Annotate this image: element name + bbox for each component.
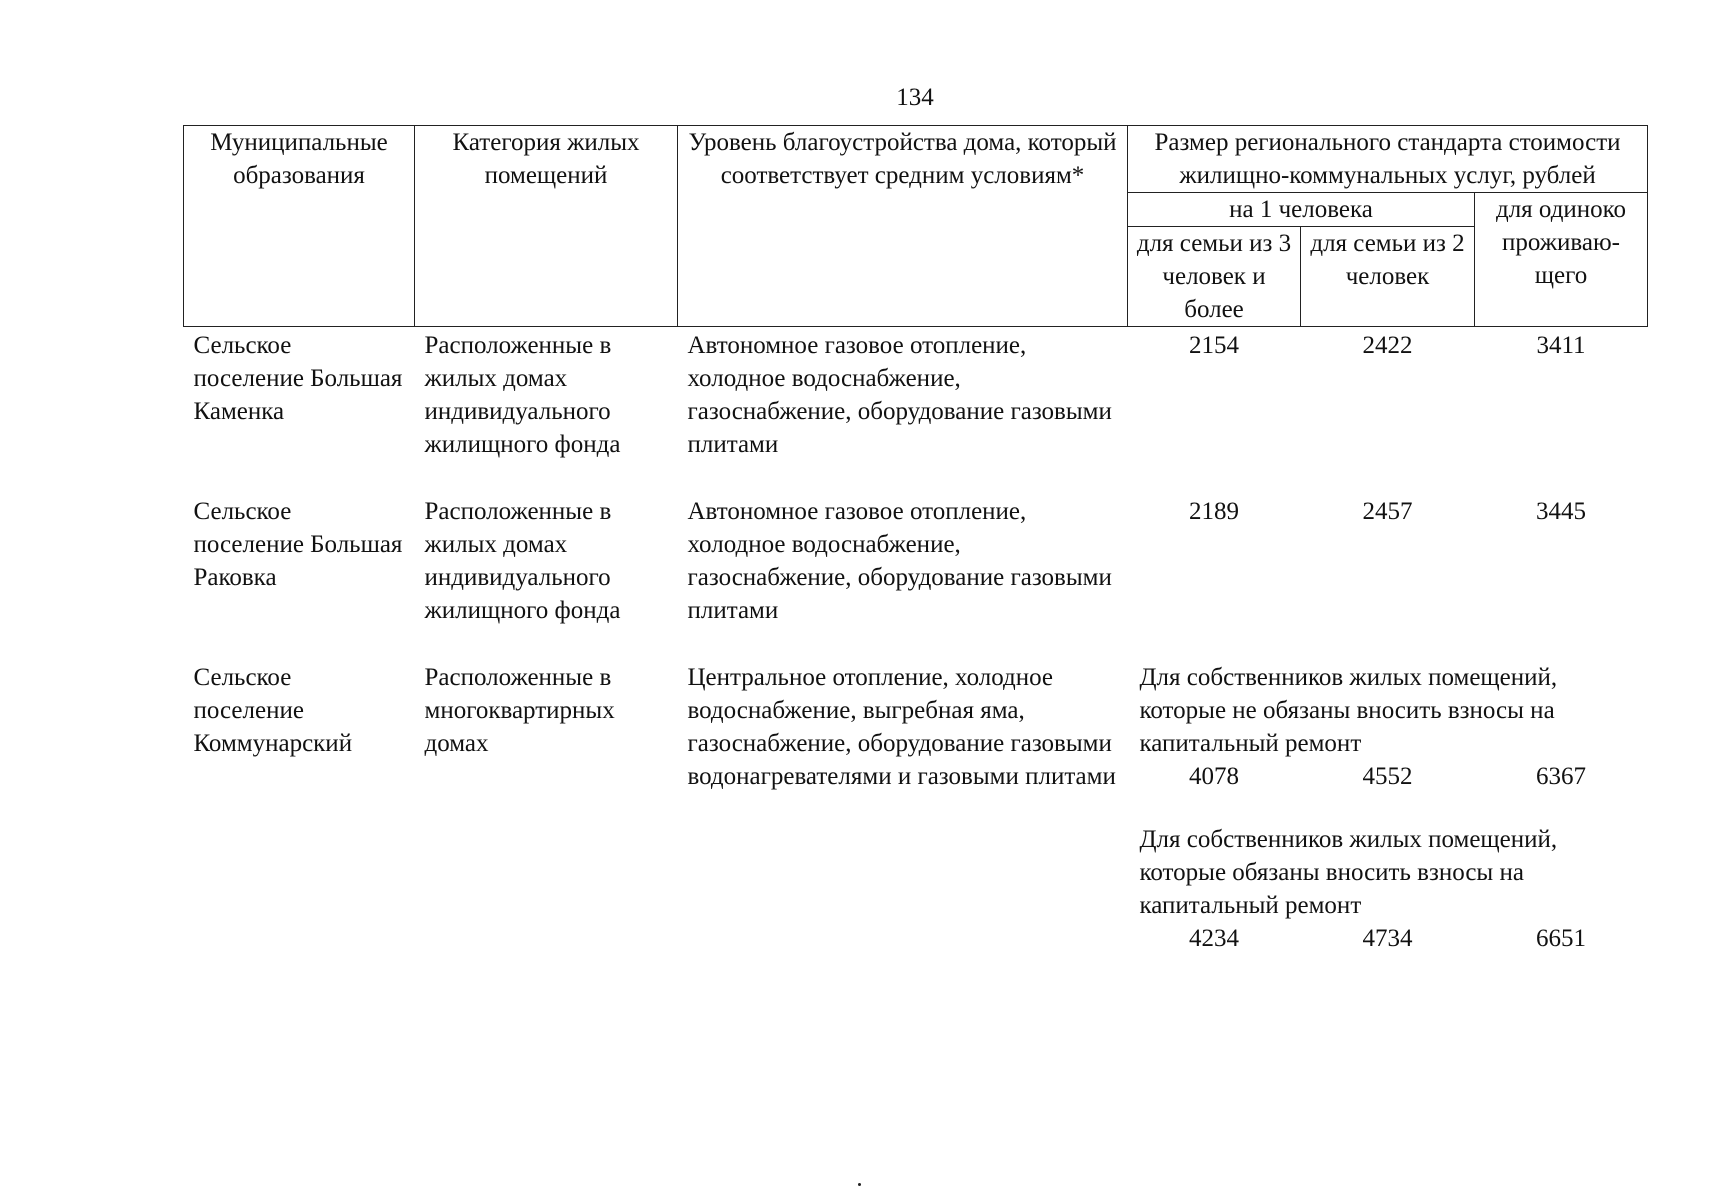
cell-category: Расположенные в многоквартирных домах (424, 664, 615, 757)
header-municipalities: Муниципальные образования (184, 126, 415, 327)
table-row (184, 659, 1648, 959)
owner-group-with-capital-repair (1138, 823, 1638, 955)
cell-family-3-value: 2154 (1189, 332, 1239, 359)
cell-family-3-value: 4234 (1189, 925, 1239, 952)
table-row (184, 493, 1648, 659)
owner-group-values (1128, 922, 1648, 955)
owner-group-label: Для собственников жилых помещений, которые обязаны вносить взносы на капитальный ремонт (1139, 826, 1558, 919)
cell-municipality: Сельское поселение Большая Раковка (193, 498, 403, 591)
header-per-person: на 1 человека (1128, 193, 1475, 227)
cell-family-2-value: 4734 (1362, 925, 1413, 952)
cell-level: Центральное отопление, холодное водоснабжение, выгребная яма, газоснабжение, оборудование газовыми водонагревателями и газовыми плитами (687, 664, 1116, 790)
table-body (184, 327, 1648, 960)
cell-family-3-value: 2189 (1189, 498, 1239, 525)
header-category: Категория жилых помещений (415, 126, 678, 327)
owner-group-label: Для собственников жилых помещений, которые не обязаны вносить взносы на капитальный ремонт (1139, 664, 1558, 757)
scan-speck (858, 1183, 861, 1186)
owner-group-values (1128, 760, 1648, 793)
regional-standard-table (183, 125, 1648, 959)
header-level: Уровень благоустройства дома, который соответствует средним условиям* (678, 126, 1128, 327)
header-family-2: для семьи из 2 человек (1301, 227, 1475, 327)
cell-family-2-value: 2457 (1362, 498, 1413, 525)
cell-category: Расположенные в жилых домах индивидуального жилищного фонда (424, 332, 621, 458)
cell-municipality: Сельское поселение Коммунарский (193, 664, 353, 757)
header-standard-size: Размер регионального стандарта стоимости жилищно-коммунальных услуг, рублей (1128, 126, 1648, 193)
header-single-person: для одиноко проживаю-щего (1475, 193, 1648, 327)
cell-single-value: 6367 (1536, 763, 1586, 790)
page-number: 134 (896, 84, 934, 111)
owner-group-no-capital-repair (1138, 661, 1638, 793)
cell-family-2-value: 4552 (1362, 763, 1413, 790)
table-header (184, 126, 1648, 327)
cell-single-value: 3411 (1536, 332, 1586, 359)
cell-single-value: 3445 (1536, 498, 1587, 525)
cell-single-value: 6651 (1536, 925, 1586, 952)
table-row (184, 327, 1648, 494)
header-family-3: для семьи из 3 человек и более (1128, 227, 1301, 327)
cell-family-3-value: 4078 (1189, 763, 1239, 790)
cell-level: Автономное газовое отопление, холодное водоснабжение, газоснабжение, оборудование газовыми плитами (687, 498, 1112, 624)
cell-category: Расположенные в жилых домах индивидуального жилищного фонда (424, 498, 621, 624)
cell-level: Автономное газовое отопление, холодное водоснабжение, газоснабжение, оборудование газовыми плитами (687, 332, 1112, 458)
cell-municipality: Сельское поселение Большая Каменка (193, 332, 403, 425)
cell-owner-groups (1128, 659, 1648, 959)
cell-family-2-value: 2422 (1362, 332, 1413, 359)
